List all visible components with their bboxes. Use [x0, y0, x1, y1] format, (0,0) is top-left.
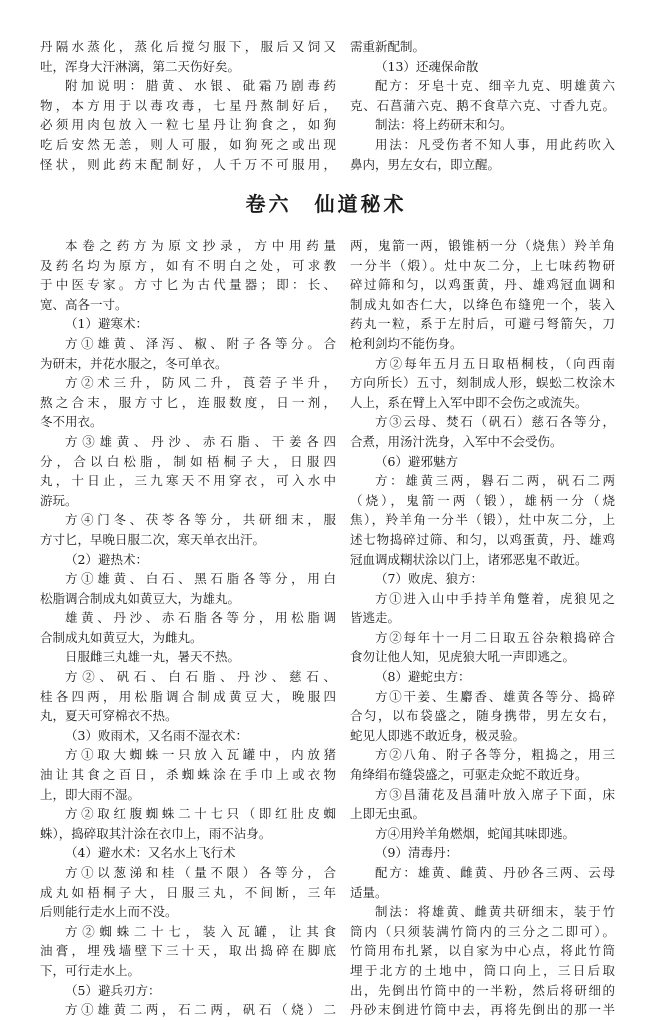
text-line: 物，本方用于以毒攻毒，七星丹熬制好后， [40, 97, 336, 113]
text-line: 方①雄黄、泽泻、椒、附子各等分。合 [65, 335, 336, 351]
text-line: 方①以葱涕和桂（量不限）各等分，合 [65, 865, 336, 880]
text-line: 吐，浑身大汗淋漓，第二天伤好矣。 [40, 58, 241, 74]
text-line: 分，合以白松脂，制如梧桐子大，日服四 [40, 453, 336, 469]
text-line: 成丸如梧桐子大，日服三丸，不间断，三年 [40, 884, 336, 900]
text-line: 丸，夏天可穿棉衣不热。 [40, 708, 178, 724]
text-line: 丹隔水蒸化，蒸化后搅匀服下，服后又饲又 [40, 39, 336, 54]
text-line: 方：雄黄三两，礜石二两，矾石二两 [375, 473, 615, 489]
text-line: 方②取红腹蜘蛛二十七只（即红肚皮蜘 [65, 806, 336, 822]
text-line: 熬之合末，服方寸匕，连服数度，日一剂， [40, 394, 336, 410]
text-line: （9）清毒丹： [375, 845, 458, 861]
chapter-title: 卷六 仙道秘术 [245, 192, 407, 216]
text-line: 方②、矾石、白石脂、丹沙、慈石、 [65, 669, 336, 685]
text-line: 两，鬼箭一两，锻锥柄一分（烧焦）羚羊角 [350, 238, 615, 253]
text-line: 吃后安然无恙，则人可服，如狗死之或出现 [40, 136, 336, 152]
text-line: 制成丸如杏仁大，以绛色布缝兜一个，装入 [350, 296, 615, 312]
text-line: 方①进入山中手持羊角蹩着，虎狼见之 [375, 590, 615, 606]
body-left-column [40, 236, 336, 1020]
text-line: 冬不用衣。 [40, 414, 103, 430]
text-line: 上，即大雨不湿。 [40, 786, 141, 802]
text-line: 游玩。 [40, 492, 78, 508]
text-line: 制法：将雄黄、雌黄共研细末，装于竹 [375, 904, 615, 920]
text-line: 筒内（只须装满竹筒内的三分之二即可）。 [350, 923, 615, 939]
text-line: 合制成丸如黄豆大，为雌丸。 [40, 629, 203, 645]
text-line: 竹筒用布扎紧，以自家为中心点，将此竹筒 [350, 943, 615, 959]
text-line: 方②蜘蛛二十七，装入瓦罐，让其食 [65, 923, 336, 939]
text-line: （5）避兵刃方： [65, 982, 161, 998]
text-line: 述七物捣碎过筛、和匀，以鸡蛋黄，丹、雄鸡 [350, 531, 615, 547]
text-line: 方①干姜、生麝香、雄黄各等分、捣碎 [375, 688, 615, 704]
text-line: 日服雌三丸雄一丸，暑天不热。 [65, 649, 241, 665]
text-line: 方③昌蒲花及昌蒲叶放入席子下面，床 [375, 786, 615, 802]
text-line: （1）避寒术： [65, 316, 148, 332]
text-line: 合煮，用汤汁洗身，入军中不会受伤。 [350, 433, 563, 449]
text-line: 蛇见人即逃不敢近身，极灵验。 [350, 727, 526, 743]
text-line: 鼻内，男左女右，即立醒。 [350, 156, 501, 172]
text-line: 本卷之药方为原文抄录，方中用药量 [65, 238, 336, 253]
text-line: 方寸匕，早晚日服二次，寒天单衣出汗。 [40, 531, 266, 547]
text-line: 配方：牙皂十克、细辛九克、明雄黄六 [375, 78, 615, 94]
text-line: 制法：将上药研末和匀。 [375, 117, 513, 133]
text-line: 方②术三升，防风二升，莨菪子半升， [65, 375, 336, 391]
text-line: （烧），鬼箭一两（锻），雄柄一分（烧 [350, 492, 615, 508]
text-line: 方①雄黄、白石、黑石脂各等分，用白 [65, 571, 336, 587]
text-line: （3）败雨术，又名雨不湿衣术： [65, 727, 248, 743]
text-line: 用法：凡受伤者不知人事，用此药吹入 [375, 136, 615, 152]
text-line: 上即无虫虱。 [350, 806, 426, 822]
text-line: 配方：雄黄、雌黄、丹砂各三两、云母 [375, 865, 615, 880]
text-line: （8）避蛇虫方： [375, 669, 471, 685]
text-line: 冠血调成糊状涂以门上，诸邪恶鬼不敢近。 [350, 551, 588, 567]
text-line: 方①取大蜘蛛一只放入瓦罐中，内放猪 [65, 747, 336, 763]
text-line: 方向所长）五寸，刻制成人形，蜈蚣二枚涂木 [350, 375, 615, 391]
text-line: 枪利剑均不能伤身。 [350, 335, 463, 351]
text-line: 方④门冬、茯苓各等分，共研细末，服 [65, 512, 336, 528]
text-line: 皆逃走。 [350, 610, 401, 626]
text-line: 出，先倒出竹筒中的一半粉，然后将研细的 [350, 982, 615, 998]
text-line: 方③云母、焚石（矾石）慈石各等分， [375, 414, 615, 430]
text-line: 油让其食之百日，杀蜘蛛涂在手巾上或衣物 [40, 767, 336, 783]
text-line: 丹砂末倒进竹筒中去，再将先倒出的那一半 [350, 1002, 615, 1018]
text-line: （13）还魂保命散 [375, 58, 479, 74]
text-line: （6）避邪魅方 [375, 453, 458, 469]
text-line: 食勿让他人知，见虎狼大吼一声即逃之。 [350, 649, 576, 665]
top-left-column [40, 37, 336, 174]
body-right-column [350, 236, 615, 1020]
text-line: 方②每年五月五日取梧桐枝，（向西南 [375, 355, 615, 371]
text-line: 后则能行走水上而不没。 [40, 904, 178, 920]
text-line: 合匀，以布袋盛之，随身携带，男左女右， [350, 708, 615, 724]
text-line: 方①雄黄二两，石二两，矾石（烧）二 [65, 1002, 336, 1018]
text-line: （7）败虎、狼方： [375, 571, 483, 587]
text-line: 雄黄、丹沙、赤石脂各等分，用松脂调 [65, 610, 336, 626]
text-line: 人上，系在臂上入军中即不会伤之或流失。 [350, 394, 588, 410]
text-line: 为研末，并花水服之，冬可单衣。 [40, 355, 228, 371]
text-line: 怪状，则此药末配制好，人千万不可服用， [40, 156, 336, 172]
text-line: 药丸一粒，系于左肘后，可避弓弩箭矢，刀 [350, 316, 615, 332]
text-line: 蛛），捣碎取其汁涂在衣巾上，雨不沾身。 [40, 825, 272, 841]
text-line: 丸，十日止，三九寒天不用穿衣，可入水中 [40, 473, 336, 489]
text-line: 克、石菖蒲六克、鹅不食草六克、寸香九克。 [350, 97, 615, 113]
text-line: 一分半（煅）。灶中灰二分，上七味药物研 [350, 257, 615, 273]
text-line: 适量。 [350, 884, 388, 900]
text-line: 下，可行走水上。 [40, 962, 141, 978]
text-line: 埋于北方的土地中，筒口向上，三日后取 [350, 962, 615, 978]
text-line: （4）避水术：又名水上飞行术 [65, 845, 236, 861]
text-line: 方④用羚羊角燃烟，蛇闻其味即逃。 [375, 825, 576, 841]
text-line: 必须用肉包放入一粒七星丹让狗食之，如狗 [40, 117, 336, 133]
text-line: 焦），羚羊角一分半（锻），灶中灰二分，上 [350, 512, 615, 528]
text-line: 及药名均为原方，如有不明白之处，可求教 [40, 257, 336, 273]
text-line: 附加说明：腊黄、水银、砒霜乃剧毒药 [65, 78, 336, 94]
text-line: （2）避热术： [65, 551, 148, 567]
text-line: 桂各四两，用松脂调合制成黄豆大，晚服四 [40, 688, 336, 704]
text-line: 角绛绢布缝袋盛之，可驱走众蛇不敢近身。 [350, 767, 588, 783]
text-line: 油膏，埋残墙壁下三十天，取出捣碎在脚底 [40, 943, 336, 959]
text-line: 宽、高各一寸。 [40, 296, 128, 312]
text-line: 于中医专家。方寸匕为古代量器；即：长、 [40, 277, 336, 293]
text-line: 需重新配制。 [350, 39, 426, 54]
text-line: 松脂调合制成丸如黄豆大，为雄丸。 [40, 590, 241, 606]
text-line: 方②每年十一月二日取五谷杂粮捣碎合 [375, 629, 615, 645]
top-right-column [350, 37, 615, 174]
text-line: 方②八角、附子各等分，粗捣之，用三 [375, 747, 615, 763]
text-line: 方③雄黄、丹沙、赤石脂、干姜各四 [65, 433, 336, 449]
text-line: 碎过筛和匀，以鸡蛋黄，丹、雄鸡冠血调和 [350, 277, 615, 293]
